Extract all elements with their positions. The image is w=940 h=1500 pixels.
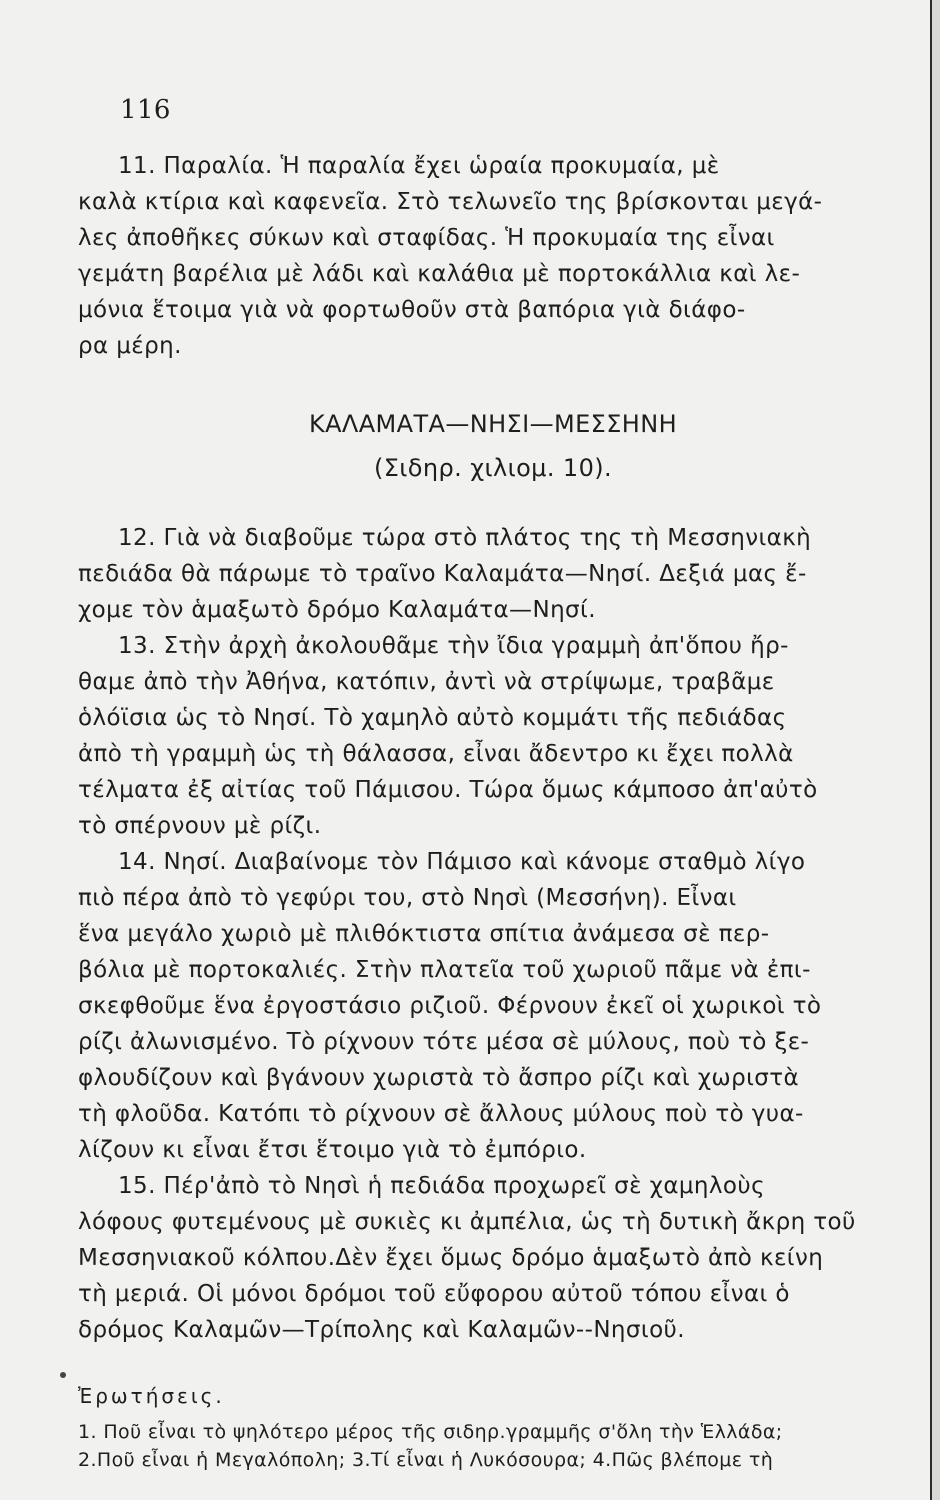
text-line: βόλια μὲ πορτοκαλιές. Στὴν πλατεῖα τοῦ χωριοῦ πᾶμε νὰ ἐπι- (78, 957, 811, 983)
page-number: 116 (120, 95, 171, 125)
text-line: 11. Παραλία. Ἡ παραλία ἔχει ὡραία προκυμαία, μὲ (118, 153, 720, 179)
text-line: τὸ σπέρνουν μὲ ρίζι. (78, 813, 322, 839)
text-line: λίζουν κι εἶναι ἔτσι ἕτοιμο γιὰ τὸ ἐμπόριο. (78, 1137, 587, 1163)
sections-12-15 (78, 520, 908, 1348)
text-line: 12. Γιὰ νὰ διαβοῦμε τώρα στὸ πλάτος της τὴ Μεσσηνιακὴ (118, 525, 812, 551)
text-line: ὁλόϊσια ὡς τὸ Νησί. Τὸ χαμηλὸ αὐτὸ κομμάτι τῆς πεδιάδας (78, 705, 787, 731)
questions-list (78, 1418, 908, 1474)
text-line: γεμάτη βαρέλια μὲ λάδι καὶ καλάθια μὲ πορτοκάλλια καὶ λε- (78, 261, 801, 287)
text-line: πιὸ πέρα ἀπὸ τὸ γεφύρι του, στὸ Νησὶ (Μεσσήνη). Εἶναι (78, 885, 737, 911)
section-11 (78, 148, 908, 364)
text-line: καλὰ κτίρια καὶ καφενεῖα. Στὸ τελωνεῖο της βρίσκονται μεγά- (78, 189, 823, 215)
text-line: 13. Στὴν ἀρχὴ ἀκολουθᾶμε τὴν ἴδια γραμμὴ ἀπ'ὅπου ἤρ- (118, 633, 789, 659)
text-line: λόφους φυτεμένους μὲ συκιὲς κι ἀμπέλια, ὡς τὴ δυτικὴ ἄκρη τοῦ (78, 1209, 856, 1235)
text-line: 15. Πέρ'ἀπὸ τὸ Νησὶ ἡ πεδιάδα προχωρεῖ σὲ χαμηλοὺς (118, 1173, 765, 1199)
ink-speck (60, 1372, 66, 1378)
heading-subtitle: (Σιδηρ. χιλιομ. 10). (373, 454, 613, 482)
text-line: θαμε ἀπὸ τὴν Ἀθήνα, κατόπιν, ἀντὶ νὰ στρίψωμε, τραβᾶμε (78, 669, 775, 695)
text-line: ρα μέρη. (78, 333, 182, 359)
page-edge-line (930, 0, 932, 1500)
question-line: 1. Ποῦ εἶναι τὸ ψηλότερο μέρος τῆς σιδηρ.γραμμῆς σ'ὅλη τὴν Ἑλλάδα; (78, 1421, 783, 1443)
text-line: τὴ μεριά. Οἱ μόνοι δρόμοι τοῦ εὔφορου αὐτοῦ τόπου εἶναι ὁ (78, 1281, 790, 1307)
text-line: μόνια ἕτοιμα γιὰ νὰ φορτωθοῦν στὰ βαπόρια γιὰ διάφο- (78, 297, 746, 323)
page-text (78, 94, 908, 1474)
text-line: ἕνα μεγάλο χωριὸ μὲ πλιθόκτιστα σπίτια ἀνάμεσα σὲ περ- (78, 921, 770, 947)
questions-title: Ἐρωτήσεις. (78, 1384, 225, 1408)
text-line: δρόμος Καλαμῶν—Τρίπολης καὶ Καλαμῶν--Νησιοῦ. (78, 1317, 685, 1343)
text-line: Μεσσηνιακοῦ κόλπου.Δὲν ἔχει ὅμως δρόμο ἁμαξωτὸ ἀπὸ κείνη (78, 1245, 824, 1271)
text-line: χομε τὸν ἁμαξωτὸ δρόμο Καλαμάτα—Νησί. (78, 597, 596, 623)
text-line: φλουδίζουν καὶ βγάνουν χωριστὰ τὸ ἄσπρο ρίζι καὶ χωριστὰ (78, 1065, 800, 1091)
text-line: τὴ φλοῦδα. Κατόπι τὸ ρίχνουν σὲ ἄλλους μύλους ποὺ τὸ γυα- (78, 1101, 804, 1127)
text-line: ἀπὸ τὴ γραμμὴ ὡς τὴ θάλασσα, εἶναι ἄδεντρο κι ἔχει πολλὰ (78, 741, 794, 767)
text-line: λες ἀποθῆκες σύκων καὶ σταφίδας. Ἡ προκυμαία της εἶναι (78, 225, 775, 251)
heading-title: ΚΑΛΑΜΑΤΑ—ΝΗΣΙ—ΜΕΣΣΗΝΗ (308, 410, 678, 438)
text-line: πεδιάδα θὰ πάρωμε τὸ τραῖνο Καλαμάτα—Νησί. Δεξιά μας ἔ- (78, 561, 807, 587)
section-heading (78, 402, 908, 490)
text-line: ρίζι ἀλωνισμένο. Τὸ ρίχνουν τότε μέσα σὲ μύλους, ποὺ τὸ ξε- (78, 1029, 810, 1055)
text-line: σκεφθοῦμε ἕνα ἐργοστάσιο ριζιοῦ. Φέρνουν ἐκεῖ οἱ χωρικοὶ τὸ (78, 993, 822, 1019)
text-line: 14. Νησί. Διαβαίνομε τὸν Πάμισο καὶ κάνομε σταθμὸ λίγο (118, 849, 806, 875)
text-line: τέλματα ἐξ αἰτίας τοῦ Πάμισου. Τώρα ὅμως κάμποσο ἀπ'αὐτὸ (78, 777, 818, 803)
question-line: 2.Ποῦ εἶναι ἡ Μεγαλόπολη; 3.Τί εἶναι ἡ Λυκόσουρα; 4.Πῶς βλέπομε τὴ (78, 1449, 774, 1471)
page-edge-shadow (932, 0, 940, 1500)
